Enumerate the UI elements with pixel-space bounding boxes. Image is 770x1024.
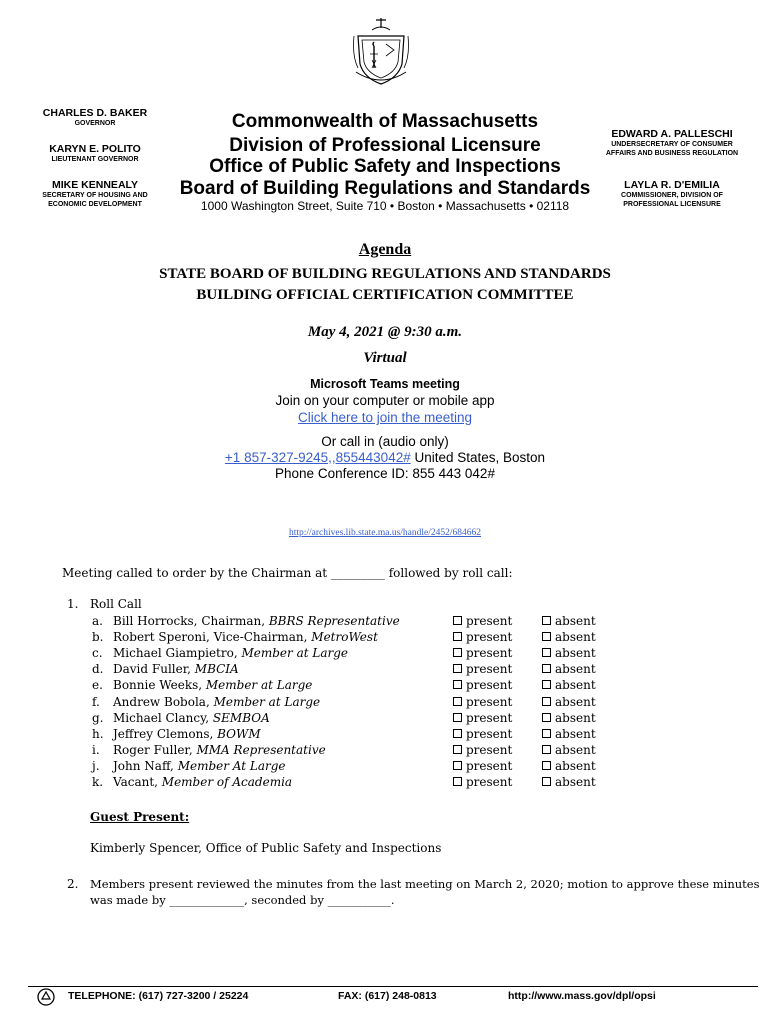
- header-board: Board of Building Regulations and Standards: [179, 178, 591, 199]
- present-label: present: [466, 646, 513, 661]
- checkbox-icon[interactable]: [453, 616, 462, 625]
- checkbox-icon[interactable]: [542, 648, 551, 657]
- checkbox-icon[interactable]: [542, 616, 551, 625]
- roll-call-row: [70, 711, 630, 727]
- absent-label: absent: [555, 775, 596, 789]
- checkbox-icon[interactable]: [453, 648, 462, 657]
- checkbox-icon[interactable]: [453, 697, 462, 706]
- guest-heading: Guest Present:: [90, 810, 190, 824]
- roll-call-row: [70, 775, 630, 791]
- roll-call-row: [70, 662, 630, 678]
- member-name: Robert Speroni, Vice-Chairman,: [113, 630, 312, 645]
- present-option[interactable]: [453, 743, 512, 757]
- checkbox-icon[interactable]: [453, 713, 462, 722]
- member-name: Michael Giampietro,: [113, 646, 242, 661]
- checkbox-icon[interactable]: [453, 680, 462, 689]
- present-label: present: [466, 678, 513, 693]
- member-name: Bill Horrocks, Chairman,: [113, 614, 269, 628]
- official-name: EDWARD A. PALLESCHI: [611, 128, 733, 140]
- present-option[interactable]: [453, 678, 512, 692]
- roll-call-row: [70, 630, 630, 646]
- member-role: Member at Large: [241, 646, 349, 661]
- teams-title: Microsoft Teams meeting: [310, 377, 460, 391]
- checkbox-icon[interactable]: [453, 777, 462, 786]
- member-key: i.: [92, 742, 100, 757]
- meeting-called-text: Meeting called to order by the Chairman at _________ followed by roll call:: [62, 566, 513, 580]
- footer-url[interactable]: http://www.mass.gov/dpl/opsi: [508, 990, 656, 1002]
- official-name: CHARLES D. BAKER: [42, 107, 148, 119]
- member-role: Member at Large: [213, 694, 321, 709]
- roll-call-number: 1.: [67, 597, 79, 611]
- member-name: David Fuller,: [113, 662, 195, 677]
- present-label: present: [466, 726, 513, 741]
- present-label: present: [466, 694, 513, 709]
- member-key: d.: [92, 662, 104, 677]
- absent-label: absent: [555, 726, 596, 741]
- absent-option[interactable]: [542, 711, 596, 725]
- present-option[interactable]: [453, 662, 512, 676]
- official-name: MIKE KENNEALY: [52, 179, 138, 191]
- official-secretary: [28, 179, 162, 209]
- member-key: j.: [92, 758, 100, 773]
- roll-call-row: [70, 759, 630, 775]
- member-key: f.: [92, 694, 100, 709]
- member-key: a.: [92, 614, 103, 628]
- absent-option[interactable]: [542, 727, 596, 741]
- recycle-icon: [36, 988, 56, 1006]
- member-entry: [113, 759, 286, 773]
- checkbox-icon[interactable]: [542, 777, 551, 786]
- present-label: present: [466, 630, 513, 645]
- official-lieutenant-governor: [28, 143, 162, 164]
- roll-call-row: [70, 743, 630, 759]
- present-option[interactable]: [453, 711, 512, 725]
- member-role: MetroWest: [311, 630, 378, 645]
- absent-label: absent: [555, 662, 596, 677]
- member-role: MBCIA: [194, 662, 239, 677]
- checkbox-icon[interactable]: [542, 729, 551, 738]
- roll-call-row: [70, 678, 630, 694]
- absent-label: absent: [555, 614, 596, 628]
- member-role: Member of Academia: [161, 775, 293, 789]
- member-entry: [113, 646, 348, 660]
- archive-line: [0, 528, 770, 538]
- member-name: Roger Fuller,: [113, 742, 197, 757]
- member-key: h.: [92, 726, 104, 741]
- teams-join-text: Join on your computer or mobile app: [275, 393, 495, 408]
- official-name: LAYLA R. D'EMILIA: [624, 179, 720, 191]
- official-title: SECRETARY OF HOUSING AND ECONOMIC DEVELOPMENT: [42, 192, 148, 208]
- absent-label: absent: [555, 710, 596, 725]
- meeting-date: May 4, 2021 @ 9:30 a.m.: [307, 324, 463, 340]
- present-label: present: [466, 742, 513, 757]
- checkbox-icon[interactable]: [453, 745, 462, 754]
- absent-label: absent: [555, 758, 596, 773]
- header-office: Office of Public Safety and Inspections: [209, 156, 561, 177]
- member-name: Andrew Bobola,: [113, 694, 214, 709]
- roll-call-row: [70, 727, 630, 743]
- checkbox-icon[interactable]: [542, 713, 551, 722]
- checkbox-icon[interactable]: [453, 632, 462, 641]
- member-role: Member at Large: [205, 678, 313, 693]
- checkbox-icon[interactable]: [453, 729, 462, 738]
- official-governor: [28, 107, 162, 128]
- official-name: KARYN E. POLITO: [49, 143, 141, 155]
- present-option[interactable]: [453, 630, 512, 644]
- official-title: COMMISSIONER, DIVISION OF PROFESSIONAL LICENSURE: [621, 192, 723, 208]
- board-title: STATE BOARD OF BUILDING REGULATIONS AND STANDARDS: [159, 266, 611, 282]
- checkbox-icon[interactable]: [542, 761, 551, 770]
- roll-call-row: [70, 614, 630, 630]
- member-entry: [113, 662, 239, 676]
- footer-telephone: TELEPHONE: (617) 727-3200 / 25224: [68, 990, 249, 1002]
- absent-option[interactable]: [542, 695, 596, 709]
- phone-line: [0, 450, 770, 465]
- member-role: BOWM: [217, 726, 261, 741]
- absent-option[interactable]: [542, 775, 596, 789]
- absent-option[interactable]: [542, 759, 596, 773]
- absent-option[interactable]: [542, 614, 596, 628]
- present-label: present: [466, 614, 513, 628]
- present-option[interactable]: [453, 695, 512, 709]
- roll-call-row: [70, 646, 630, 662]
- present-option[interactable]: [453, 727, 512, 741]
- official-commissioner: [600, 179, 744, 209]
- member-name: Vacant,: [113, 775, 162, 789]
- checkbox-icon[interactable]: [542, 697, 551, 706]
- member-entry: [113, 743, 326, 757]
- official-title: UNDERSECRETARY OF CONSUMER AFFAIRS AND BUSINESS REGULATION: [605, 141, 739, 157]
- item2-number: 2.: [67, 877, 79, 891]
- checkbox-icon[interactable]: [453, 664, 462, 673]
- member-name: Bonnie Weeks,: [113, 678, 206, 693]
- absent-option[interactable]: [542, 678, 596, 692]
- member-entry: [113, 614, 400, 628]
- checkbox-icon[interactable]: [542, 664, 551, 673]
- footer-divider: [28, 986, 758, 987]
- official-title: LIEUTENANT GOVERNOR: [51, 156, 139, 163]
- member-entry: [113, 727, 261, 741]
- present-label: present: [466, 710, 513, 725]
- agenda-heading: Agenda: [358, 241, 412, 258]
- item2-line1: Members present reviewed the minutes from the last meeting on March 2, 2020; motion to approve these minutes: [90, 877, 760, 891]
- present-option[interactable]: [453, 614, 512, 628]
- roll-call-row: [70, 695, 630, 711]
- member-key: g.: [92, 710, 104, 725]
- present-option[interactable]: [453, 646, 512, 660]
- present-label: present: [466, 758, 513, 773]
- checkbox-icon[interactable]: [542, 632, 551, 641]
- official-title: GOVERNOR: [74, 120, 116, 127]
- absent-label: absent: [555, 646, 596, 661]
- member-key: k.: [92, 775, 104, 789]
- absent-label: absent: [555, 630, 596, 645]
- member-entry: [113, 775, 292, 789]
- member-role: BBRS Representative: [268, 614, 400, 628]
- join-meeting-link[interactable]: Click here to join the meeting: [297, 410, 473, 425]
- absent-label: absent: [555, 742, 596, 757]
- absent-label: absent: [555, 694, 596, 709]
- checkbox-icon[interactable]: [542, 680, 551, 689]
- header-commonwealth: Commonwealth of Massachusetts: [231, 111, 539, 132]
- call-in-text: Or call in (audio only): [321, 434, 449, 449]
- present-option[interactable]: [453, 759, 512, 773]
- absent-option[interactable]: [542, 743, 596, 757]
- member-role: MMA Representative: [196, 742, 326, 757]
- member-role: Member At Large: [177, 758, 286, 773]
- committee-title: BUILDING OFFICIAL CERTIFICATION COMMITTEE: [196, 287, 574, 303]
- present-label: present: [466, 662, 513, 677]
- member-name: Michael Clancy,: [113, 710, 213, 725]
- member-entry: [113, 630, 378, 644]
- archive-link[interactable]: http://archives.lib.state.ma.us/handle/2452/684662: [288, 528, 482, 538]
- member-entry: [113, 695, 320, 709]
- absent-option[interactable]: [542, 630, 596, 644]
- meeting-mode: Virtual: [363, 350, 407, 366]
- present-label: present: [466, 775, 513, 789]
- present-option[interactable]: [453, 775, 512, 789]
- member-role: SEMBOA: [212, 710, 270, 725]
- member-name: Jeffrey Clemons,: [113, 726, 218, 741]
- conference-id: Phone Conference ID: 855 443 042#: [275, 466, 495, 481]
- footer-fax: FAX: (617) 248-0813: [338, 990, 437, 1002]
- phone-link[interactable]: +1 857-327-9245,,855443042#: [224, 450, 411, 465]
- member-entry: [113, 678, 312, 692]
- massachusetts-seal-icon: [350, 16, 412, 86]
- official-undersecretary: [600, 128, 744, 158]
- phone-location: United States, Boston: [414, 450, 546, 465]
- absent-label: absent: [555, 678, 596, 693]
- checkbox-icon[interactable]: [542, 745, 551, 754]
- member-name: John Naff,: [113, 758, 178, 773]
- absent-option[interactable]: [542, 662, 596, 676]
- teams-join-line: [0, 410, 770, 425]
- item2-line2: was made by _____________, seconded by ___________.: [90, 893, 395, 907]
- absent-option[interactable]: [542, 646, 596, 660]
- roll-call-title: Roll Call: [90, 597, 142, 611]
- member-key: c.: [92, 646, 103, 661]
- member-key: b.: [92, 630, 104, 645]
- header-address: 1000 Washington Street, Suite 710 • Boston • Massachusetts • 02118: [200, 199, 570, 213]
- member-key: e.: [92, 678, 103, 693]
- guest-names: Kimberly Spencer, Office of Public Safety and Inspections: [90, 841, 442, 855]
- header-division: Division of Professional Licensure: [229, 135, 541, 156]
- member-entry: [113, 711, 270, 725]
- checkbox-icon[interactable]: [453, 761, 462, 770]
